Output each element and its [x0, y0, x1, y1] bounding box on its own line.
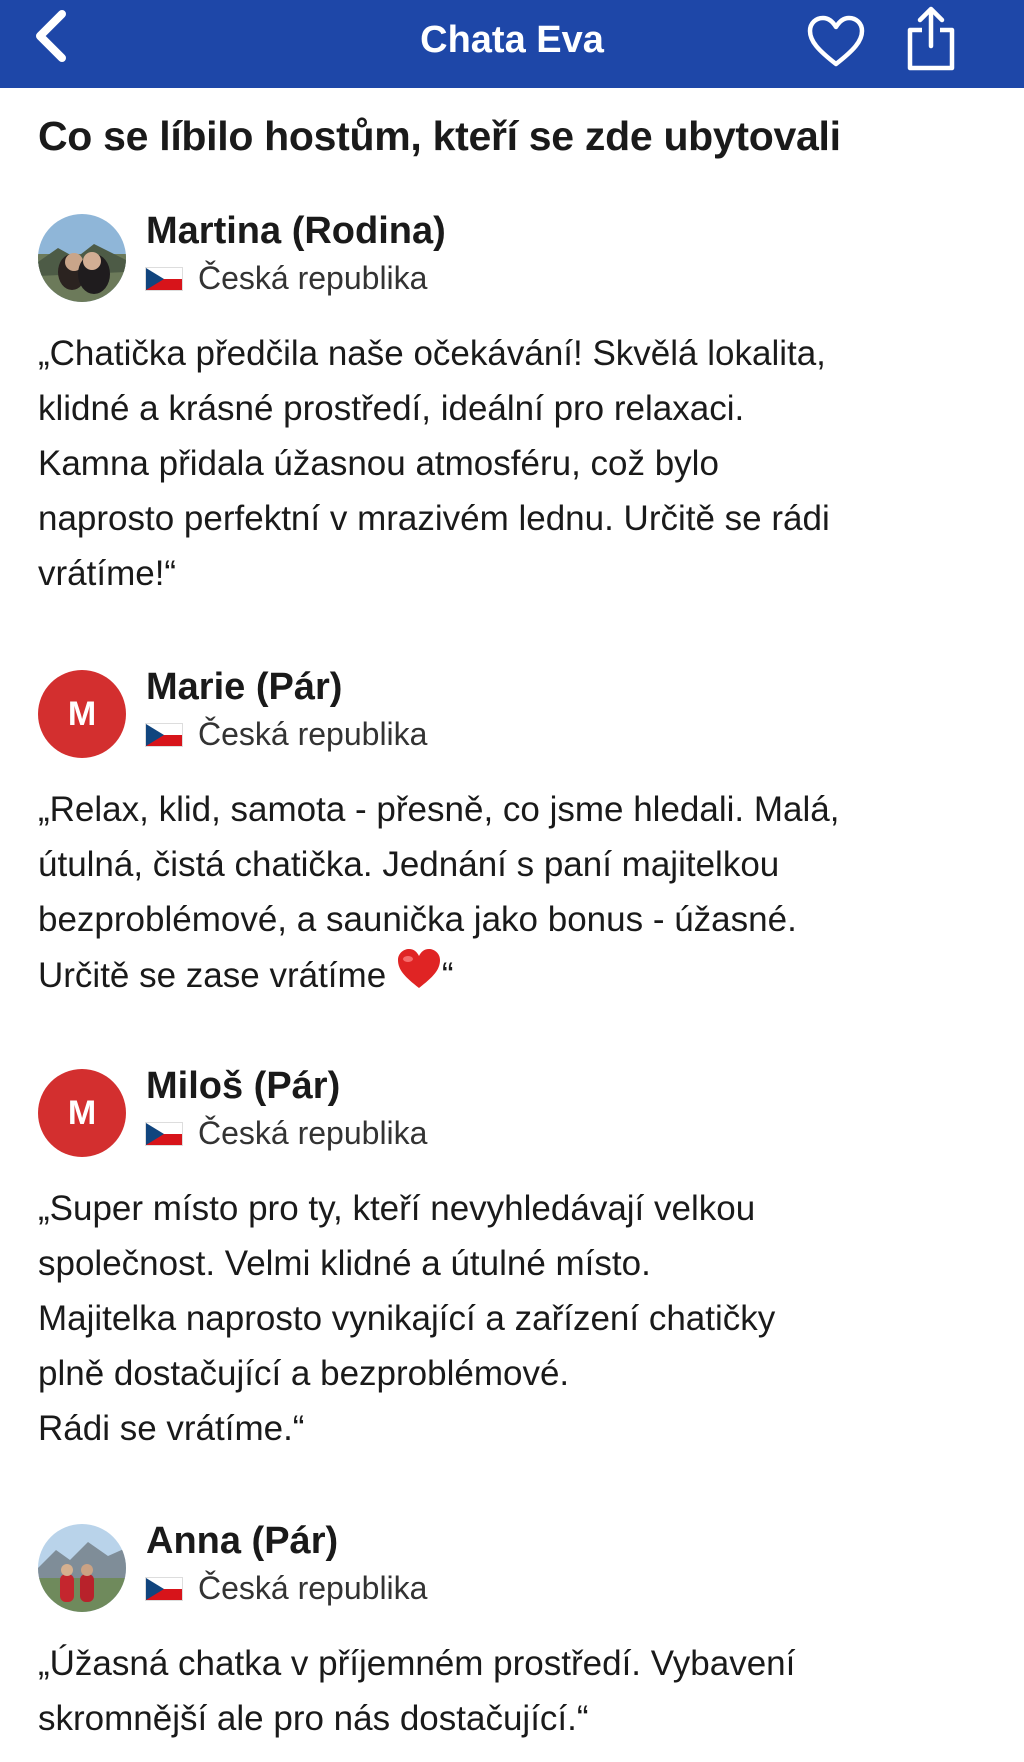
reviewer-name: Marie (Pár) — [146, 666, 343, 708]
reviewer-name: Miloš (Pár) — [146, 1065, 341, 1107]
review-text-body: „Relax, klid, samota - přesně, co jsme hledali. Malá, útulná, čistá chatička. Jednání s paní majitelkou bezproblémové, a saunička jako bonus - úžasné. Určitě se zase vrátíme — [38, 790, 840, 995]
reviewer-country — [146, 1113, 427, 1153]
section-title: Co se líbilo hostům, kteří se zde ubytovali — [38, 113, 841, 159]
reviewer-name: Martina (Rodina) — [146, 210, 446, 252]
review-text: „Úžasná chatka v příjemném prostředí. Vybavení skromnější ale pro nás dostačující.“ — [38, 1644, 796, 1738]
top-app-bar — [0, 0, 1024, 88]
reviewer-name: Anna (Pár) — [146, 1520, 339, 1562]
czech-flag-icon — [146, 1578, 182, 1600]
share-button[interactable] — [904, 4, 958, 74]
heart-outline-icon — [806, 14, 866, 70]
review-text: „Chatička předčila naše očekávání! Skvělá lokalita, klidné a krásné prostředí, ideální pro relaxaci. Kamna přidala úžasnou atmosféru, což bylo naprosto perfektní v mrazivém lednu. Určitě se rádi vrátíme!“ — [38, 334, 830, 593]
avatar — [38, 214, 126, 302]
back-button[interactable] — [30, 6, 74, 72]
czech-flag-icon — [146, 724, 182, 746]
review-text — [38, 782, 998, 1007]
avatar: M — [38, 1069, 126, 1157]
reviewer-country — [146, 1568, 427, 1608]
czech-flag-icon — [146, 1123, 182, 1145]
reviewer-country — [146, 258, 427, 298]
review-text-quote: “ — [441, 956, 454, 995]
reviewer-country — [146, 714, 427, 754]
favorite-button[interactable] — [806, 14, 866, 70]
country-label: Česká republika — [198, 1570, 428, 1606]
page-title: Chata Eva — [420, 19, 604, 61]
country-label: Česká republika — [198, 260, 428, 296]
avatar: M — [38, 670, 126, 758]
red-heart-icon — [396, 947, 442, 1007]
country-label: Česká republika — [198, 1115, 428, 1151]
czech-flag-icon — [146, 268, 182, 290]
country-label: Česká republika — [198, 716, 428, 752]
avatar — [38, 1524, 126, 1612]
share-icon — [904, 4, 958, 74]
review-text: „Super místo pro ty, kteří nevyhledávají velkou společnost. Velmi klidné a útulné místo. Majitelka naprosto vynikající a zařízení chatičky plně dostačující a bezproblémové. Rádi se vrátíme.“ — [38, 1189, 776, 1448]
chevron-left-icon — [30, 6, 74, 72]
